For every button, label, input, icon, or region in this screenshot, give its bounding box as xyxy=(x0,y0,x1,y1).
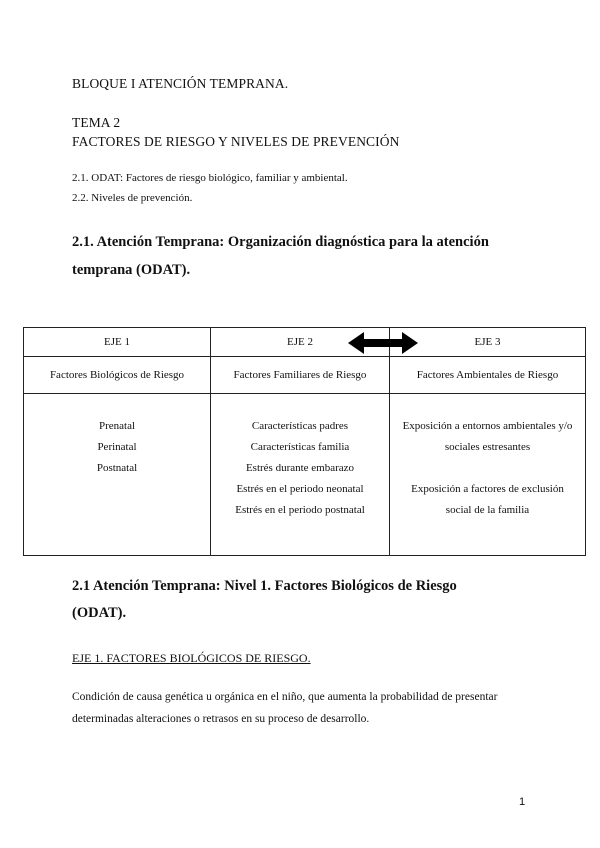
eje3-item: sociales estresantes xyxy=(444,441,531,453)
section2-heading-line2: (ODAT). xyxy=(72,605,127,621)
double-arrow-icon xyxy=(348,331,418,355)
ejes-table xyxy=(23,327,586,556)
eje3-spacer xyxy=(391,458,584,479)
eje1-items xyxy=(24,394,211,556)
eje1-paragraph-line1: Condición de causa genética u orgánica en el niño, que aumenta la probabilidad de presentar xyxy=(72,691,498,703)
eje3-items xyxy=(390,394,586,556)
eje1-title: EJE 1. FACTORES BIOLÓGICOS DE RIESGO. xyxy=(72,651,311,665)
eje2-items xyxy=(211,394,390,556)
eje3-subheader: Factores Ambientales de Riesgo xyxy=(390,357,586,394)
eje1-item: Prenatal xyxy=(98,420,136,432)
page-number: 1 xyxy=(519,796,526,808)
eje3-item: Exposición a factores de exclusión xyxy=(411,483,564,495)
bloque-title: BLOQUE I ATENCIÓN TEMPRANA. xyxy=(72,76,289,91)
eje2-header: EJE 2 xyxy=(211,328,390,357)
section2-heading-line1: 2.1 Atención Temprana: Nivel 1. Factores Biológicos de Riesgo xyxy=(72,578,457,594)
tema-number: TEMA 2 xyxy=(72,115,121,130)
eje2-item: Estrés en el periodo neonatal xyxy=(236,483,364,495)
eje2-item: Características familia xyxy=(250,441,350,453)
eje2-item: Estrés durante embarazo xyxy=(245,462,355,474)
section1-heading-line1: 2.1. Atención Temprana: Organización diagnóstica para la atención xyxy=(72,234,489,250)
eje1-header: EJE 1 xyxy=(24,328,211,357)
eje2-item: Estrés en el periodo postnatal xyxy=(235,504,365,516)
toc-item-1: 2.1. ODAT: Factores de riesgo biológico, familiar y ambiental. xyxy=(72,172,348,184)
eje1-subheader: Factores Biológicos de Riesgo xyxy=(24,357,211,394)
section1-heading-line2: temprana (ODAT). xyxy=(72,262,191,278)
eje3-item: social de la familia xyxy=(445,504,530,516)
eje3-item: Exposición a entornos ambientales y/o xyxy=(402,420,573,432)
eje2-subheader: Factores Familiares de Riesgo xyxy=(211,357,390,394)
toc-item-2: 2.2. Niveles de prevención. xyxy=(72,192,193,204)
eje1-paragraph-line2: determinadas alteraciones o retrasos en su proceso de desarrollo. xyxy=(72,713,370,725)
eje1-item: Postnatal xyxy=(96,462,138,474)
eje1-item: Perinatal xyxy=(97,441,137,453)
tema-title: FACTORES DE RIESGO Y NIVELES DE PREVENCIÓN xyxy=(72,134,400,149)
eje2-item: Características padres xyxy=(251,420,349,432)
eje3-header: EJE 3 xyxy=(390,328,586,357)
